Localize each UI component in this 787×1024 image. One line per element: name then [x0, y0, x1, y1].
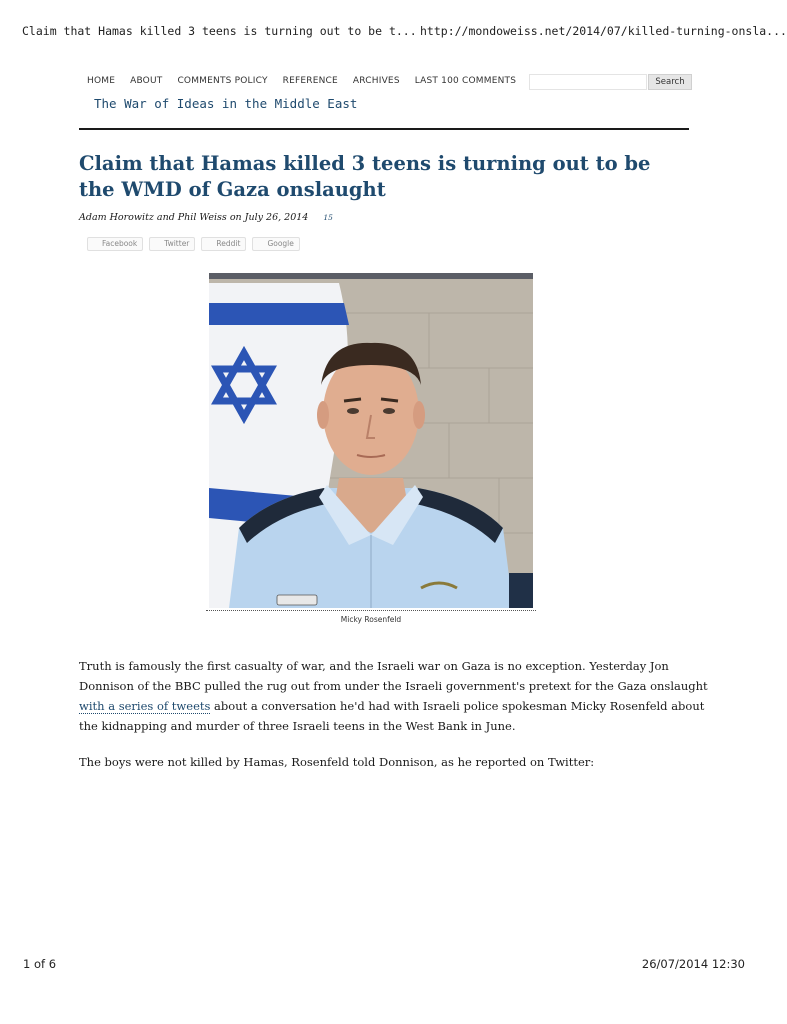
share-twitter-button[interactable]: Twitter [149, 237, 195, 251]
print-page-url: http://mondoweiss.net/2014/07/killed-turning-onsla... [420, 24, 787, 38]
paragraph-1-line-4: the kidnapping and murder of three Israeli teens in the West Bank in June. [79, 719, 516, 733]
search-input[interactable] [529, 74, 647, 90]
print-page-number: 1 of 6 [23, 957, 57, 971]
nav-item-archives[interactable]: ARCHIVES [352, 76, 400, 86]
paragraph-1-line-3-text: about a conversation he'd had with Israeli police spokesman Micky Rosenfeld about [210, 699, 705, 713]
search-button[interactable]: Search [648, 74, 692, 90]
paragraph-1-line-1: Truth is famously the first casualty of war, and the Israeli war on Gaza is no exception. Yesterday Jon [79, 659, 669, 673]
nav-item-about[interactable]: ABOUT [130, 76, 163, 86]
main-nav [87, 76, 516, 90]
article-paragraph-2: The boys were not killed by Hamas, Rosenfeld told Donnison, as he reported on Twitter: [79, 755, 595, 769]
site-tagline: The War of Ideas in the Middle East [94, 96, 358, 111]
photo-caption: Micky Rosenfeld [340, 615, 402, 624]
nav-item-last-100-comments[interactable]: LAST 100 COMMENTS [414, 76, 517, 86]
paragraph-1-line-2: Donnison of the BBC pulled the rug out from under the Israeli government's pretext for the Gaza onslaught [79, 679, 708, 693]
article-byline [79, 212, 333, 223]
byline-text: Adam Horowitz and Phil Weiss on July 26, 2014 [79, 212, 309, 223]
share-google-button[interactable]: Google [252, 237, 299, 251]
share-buttons [87, 237, 300, 251]
print-header [22, 24, 787, 40]
print-page-title: Claim that Hamas killed 3 teens is turning out to be t... [22, 24, 417, 38]
article-photo [209, 273, 533, 608]
comment-count-link[interactable]: 15 [323, 213, 333, 222]
article-title[interactable]: Claim that Hamas killed 3 teens is turning out to be the WMD of Gaza onslaught [79, 152, 651, 201]
header-divider [79, 128, 689, 130]
nav-item-home[interactable]: HOME [87, 76, 116, 86]
article-paragraph-1 [79, 656, 708, 736]
paragraph-1-line-3 [79, 696, 705, 716]
portrait-illustration [209, 273, 533, 608]
print-datetime: 26/07/2014 12:30 [641, 957, 745, 971]
share-facebook-button[interactable]: Facebook [87, 237, 143, 251]
tweets-link[interactable]: with a series of tweets [79, 699, 211, 713]
photo-caption-divider [206, 610, 536, 611]
share-reddit-button[interactable]: Reddit [201, 237, 246, 251]
nav-item-comments-policy[interactable]: COMMENTS POLICY [177, 76, 268, 86]
nav-item-reference[interactable]: REFERENCE [282, 76, 338, 86]
